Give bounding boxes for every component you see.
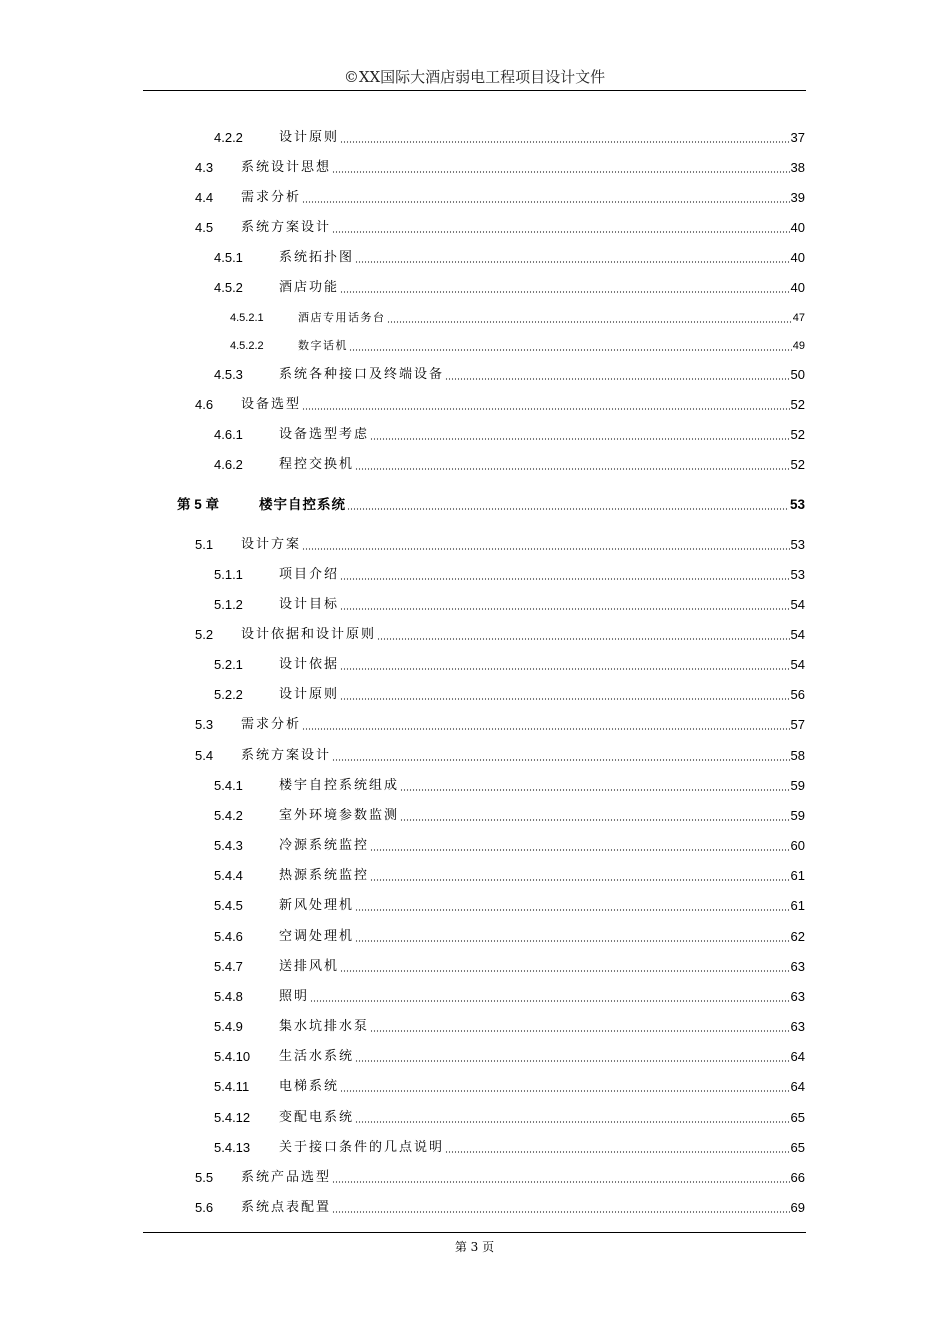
toc-entry-title: 设计原则 bbox=[279, 130, 340, 145]
toc-dot-leader bbox=[387, 321, 792, 323]
toc-entry-page-number: 53 bbox=[790, 567, 805, 582]
toc-dot-leader bbox=[340, 970, 790, 972]
toc-entry[interactable] bbox=[214, 126, 805, 146]
toc-entry-number: 5.4 bbox=[195, 748, 214, 763]
toc-entry-page-number: 52 bbox=[790, 427, 805, 442]
toc-entry-page-number: 40 bbox=[790, 280, 805, 295]
toc-entry-number: 5.4.12 bbox=[214, 1110, 251, 1125]
toc-entry[interactable] bbox=[214, 1015, 805, 1035]
toc-entry[interactable] bbox=[214, 774, 805, 794]
toc-dot-leader bbox=[370, 1030, 790, 1032]
toc-dot-leader bbox=[347, 508, 789, 510]
toc-entry-number: 5.4.7 bbox=[214, 959, 243, 974]
toc-entry[interactable] bbox=[195, 156, 805, 176]
toc-entry-page-number: 63 bbox=[790, 959, 805, 974]
toc-entry-title: 系统产品选型 bbox=[241, 1170, 332, 1185]
toc-entry-title: 系统点表配置 bbox=[241, 1200, 332, 1215]
toc-entry-page-number: 64 bbox=[790, 1079, 805, 1094]
toc-entry-title: 设计方案 bbox=[241, 537, 302, 552]
toc-dot-leader bbox=[332, 171, 790, 173]
toc-entry-page-number: 62 bbox=[790, 929, 805, 944]
toc-entry-number: 5.1.2 bbox=[214, 597, 243, 612]
toc-entry-title: 系统拓扑图 bbox=[279, 250, 355, 265]
toc-entry-page-number: 54 bbox=[790, 657, 805, 672]
toc-entry[interactable] bbox=[214, 453, 805, 473]
toc-entry[interactable] bbox=[214, 985, 805, 1005]
toc-dot-leader bbox=[332, 1181, 790, 1183]
toc-entry-page-number: 54 bbox=[790, 597, 805, 612]
toc-entry[interactable] bbox=[195, 744, 805, 764]
toc-entry[interactable] bbox=[214, 1075, 805, 1095]
toc-entry-title: 系统设计思想 bbox=[241, 160, 332, 175]
toc-dot-leader bbox=[349, 349, 792, 351]
toc-entry[interactable] bbox=[214, 894, 805, 914]
toc-entry-page-number: 59 bbox=[790, 778, 805, 793]
toc-dot-leader bbox=[340, 291, 790, 293]
toc-entry-page-number: 69 bbox=[790, 1200, 805, 1215]
toc-dot-leader bbox=[370, 849, 790, 851]
toc-entry-number: 5.1.1 bbox=[214, 567, 243, 582]
toc-entry-number: 5.4.11 bbox=[214, 1079, 250, 1094]
toc-entry-title: 设计原则 bbox=[279, 687, 340, 702]
toc-entry-page-number: 60 bbox=[790, 838, 805, 853]
toc-entry-number: 4.3 bbox=[195, 160, 214, 175]
toc-entry[interactable] bbox=[214, 593, 805, 613]
toc-entry[interactable] bbox=[177, 493, 805, 513]
toc-entry-page-number: 54 bbox=[790, 627, 805, 642]
page-header: ©XX国际大酒店弱电工程项目设计文件 bbox=[343, 68, 606, 86]
toc-entry-number: 4.5.2.1 bbox=[230, 312, 264, 324]
toc-entry-page-number: 65 bbox=[790, 1140, 805, 1155]
toc-dot-leader bbox=[340, 608, 790, 610]
toc-dot-leader bbox=[340, 141, 790, 143]
toc-entry-number: 5.5 bbox=[195, 1170, 214, 1185]
toc-entry-page-number: 61 bbox=[790, 898, 805, 913]
toc-dot-leader bbox=[340, 668, 790, 670]
toc-dot-leader bbox=[355, 1121, 790, 1123]
toc-entry-title: 酒店专用话务台 bbox=[298, 311, 386, 324]
toc-entry-title: 变配电系统 bbox=[279, 1110, 355, 1125]
toc-entry-title: 空调处理机 bbox=[279, 929, 355, 944]
toc-entry-title: 需求分析 bbox=[241, 717, 302, 732]
toc-entry-number: 5.4.1 bbox=[214, 778, 243, 793]
toc-entry[interactable] bbox=[195, 1196, 805, 1216]
toc-dot-leader bbox=[370, 438, 790, 440]
toc-entry[interactable] bbox=[214, 246, 805, 266]
toc-dot-leader bbox=[302, 728, 790, 730]
toc-entry[interactable] bbox=[214, 834, 805, 854]
toc-entry-title: 室外环境参数监测 bbox=[279, 808, 400, 823]
toc-entry[interactable] bbox=[214, 1106, 805, 1126]
toc-entry-number: 5.1 bbox=[195, 537, 214, 552]
page-footer: 第 3 页 bbox=[454, 1240, 495, 1254]
toc-entry-page-number: 38 bbox=[790, 160, 805, 175]
toc-entry-number: 5.2.1 bbox=[214, 657, 243, 672]
toc-entry[interactable] bbox=[214, 683, 805, 703]
toc-entry[interactable] bbox=[214, 563, 805, 583]
toc-dot-leader bbox=[302, 201, 790, 203]
toc-entry-number: 5.6 bbox=[195, 1200, 214, 1215]
toc-entry-number: 5.4.8 bbox=[214, 989, 243, 1004]
toc-entry[interactable] bbox=[195, 1166, 805, 1186]
toc-dot-leader bbox=[445, 378, 790, 380]
toc-entry[interactable] bbox=[214, 276, 805, 296]
toc-entry[interactable] bbox=[214, 804, 805, 824]
toc-entry-title: 设计依据和设计原则 bbox=[241, 627, 377, 642]
toc-entry-page-number: 56 bbox=[790, 687, 805, 702]
toc-entry-title: 生活水系统 bbox=[279, 1049, 355, 1064]
toc-entry-number: 5.4.13 bbox=[214, 1140, 251, 1155]
toc-dot-leader bbox=[377, 638, 790, 640]
toc-entry-number: 4.5.2 bbox=[214, 280, 243, 295]
toc-entry[interactable] bbox=[195, 713, 805, 733]
toc-entry[interactable] bbox=[214, 1045, 805, 1065]
toc-entry[interactable] bbox=[195, 216, 805, 236]
toc-entry-title: 楼宇自控系统 bbox=[259, 497, 346, 513]
toc-entry-number: 5.4.6 bbox=[214, 929, 243, 944]
toc-dot-leader bbox=[355, 940, 790, 942]
toc-entry-number: 5.2.2 bbox=[214, 687, 243, 702]
toc-entry-number: 5.4.9 bbox=[214, 1019, 243, 1034]
toc-entry-number: 4.2.2 bbox=[214, 130, 243, 145]
toc-entry-page-number: 61 bbox=[790, 868, 805, 883]
toc-dot-leader bbox=[340, 1090, 790, 1092]
toc-entry-title: 系统方案设计 bbox=[241, 220, 332, 235]
toc-dot-leader bbox=[332, 759, 790, 761]
toc-entry-page-number: 64 bbox=[790, 1049, 805, 1064]
toc-entry[interactable] bbox=[214, 423, 805, 443]
toc-entry-page-number: 40 bbox=[790, 220, 805, 235]
toc-entry-number: 4.6 bbox=[195, 397, 214, 412]
toc-dot-leader bbox=[340, 698, 790, 700]
toc-entry-number: 4.5.1 bbox=[214, 250, 243, 265]
toc-entry-number: 4.6.2 bbox=[214, 457, 243, 472]
toc-entry-page-number: 52 bbox=[790, 457, 805, 472]
toc-dot-leader bbox=[400, 789, 790, 791]
toc-entry-number: 4.5.3 bbox=[214, 367, 243, 382]
toc-entry-page-number: 50 bbox=[790, 367, 805, 382]
toc-entry-number: 5.4.10 bbox=[214, 1049, 251, 1064]
toc-entry-number: 5.4.3 bbox=[214, 838, 243, 853]
toc-entry-title: 设备选型考虑 bbox=[279, 427, 370, 442]
toc-entry[interactable] bbox=[195, 393, 805, 413]
toc-entry-number: 4.6.1 bbox=[214, 427, 243, 442]
footer-rule bbox=[143, 1232, 806, 1233]
toc-entry-title: 设计目标 bbox=[279, 597, 340, 612]
toc-dot-leader bbox=[332, 231, 790, 233]
toc-entry-page-number: 40 bbox=[790, 250, 805, 265]
toc-entry-page-number: 66 bbox=[790, 1170, 805, 1185]
toc-entry[interactable] bbox=[214, 925, 805, 945]
toc-entry-title: 系统方案设计 bbox=[241, 748, 332, 763]
toc-entry-page-number: 53 bbox=[789, 497, 805, 512]
toc-entry-page-number: 53 bbox=[790, 537, 805, 552]
toc-entry-page-number: 65 bbox=[790, 1110, 805, 1125]
toc-entry-number: 5.4.4 bbox=[214, 868, 243, 883]
toc-entry-number: 4.5 bbox=[195, 220, 214, 235]
toc-entry-number: 5.4.2 bbox=[214, 808, 243, 823]
toc-entry-title: 送排风机 bbox=[279, 959, 340, 974]
toc-entry-title: 冷源系统监控 bbox=[279, 838, 370, 853]
toc-entry-page-number: 59 bbox=[790, 808, 805, 823]
toc-entry-page-number: 49 bbox=[792, 340, 805, 352]
toc-entry-title: 照明 bbox=[279, 989, 310, 1004]
toc-dot-leader bbox=[355, 909, 790, 911]
toc-entry-page-number: 63 bbox=[790, 989, 805, 1004]
toc-dot-leader bbox=[302, 548, 790, 550]
toc-entry[interactable] bbox=[230, 306, 805, 326]
toc-dot-leader bbox=[400, 819, 790, 821]
toc-entry[interactable] bbox=[214, 363, 805, 383]
toc-entry-title: 新风处理机 bbox=[279, 898, 355, 913]
toc-entry-page-number: 37 bbox=[790, 130, 805, 145]
toc-entry-title: 热源系统监控 bbox=[279, 868, 370, 883]
toc-entry-title: 设计依据 bbox=[279, 657, 340, 672]
toc-entry-title: 数字话机 bbox=[298, 339, 348, 352]
toc-entry-title: 项目介绍 bbox=[279, 567, 340, 582]
toc-entry-number: 4.5.2.2 bbox=[230, 340, 264, 352]
toc-entry-title: 系统各种接口及终端设备 bbox=[279, 367, 445, 382]
toc-entry-title: 需求分析 bbox=[241, 190, 302, 205]
toc-entry[interactable] bbox=[214, 653, 805, 673]
toc-entry-number: 5.3 bbox=[195, 717, 214, 732]
toc-entry-title: 集水坑排水泵 bbox=[279, 1019, 370, 1034]
toc-entry[interactable] bbox=[195, 533, 805, 553]
toc-dot-leader bbox=[355, 1060, 790, 1062]
toc-dot-leader bbox=[340, 578, 790, 580]
toc-entry-number: 5.4.5 bbox=[214, 898, 243, 913]
toc-entry-title: 关于接口条件的几点说明 bbox=[279, 1140, 445, 1155]
toc-entry-title: 设备选型 bbox=[241, 397, 302, 412]
toc-dot-leader bbox=[370, 879, 790, 881]
toc-entry-title: 程控交换机 bbox=[279, 457, 355, 472]
toc-entry-number: 4.4 bbox=[195, 190, 214, 205]
toc-entry[interactable] bbox=[195, 623, 805, 643]
toc-entry-number: 5.2 bbox=[195, 627, 214, 642]
toc-entry-page-number: 57 bbox=[790, 717, 805, 732]
toc-entry-page-number: 63 bbox=[790, 1019, 805, 1034]
toc-entry-page-number: 39 bbox=[790, 190, 805, 205]
toc-entry[interactable] bbox=[230, 334, 805, 354]
toc-dot-leader bbox=[332, 1211, 790, 1213]
toc-dot-leader bbox=[302, 408, 790, 410]
toc-entry-title: 电梯系统 bbox=[279, 1079, 340, 1094]
toc-dot-leader bbox=[355, 468, 790, 470]
toc-entry-page-number: 58 bbox=[790, 748, 805, 763]
toc-entry[interactable] bbox=[214, 864, 805, 884]
toc-entry-page-number: 52 bbox=[790, 397, 805, 412]
toc-entry-title: 楼宇自控系统组成 bbox=[279, 778, 400, 793]
toc-dot-leader bbox=[445, 1151, 790, 1153]
toc-entry-title: 酒店功能 bbox=[279, 280, 340, 295]
toc-entry[interactable] bbox=[195, 186, 805, 206]
toc-entry-page-number: 47 bbox=[792, 312, 805, 324]
toc-entry[interactable] bbox=[214, 1136, 805, 1156]
toc-dot-leader bbox=[355, 261, 790, 263]
toc-entry-number: 第 5 章 bbox=[177, 497, 220, 512]
toc-entry[interactable] bbox=[214, 955, 805, 975]
toc-dot-leader bbox=[310, 1000, 790, 1002]
